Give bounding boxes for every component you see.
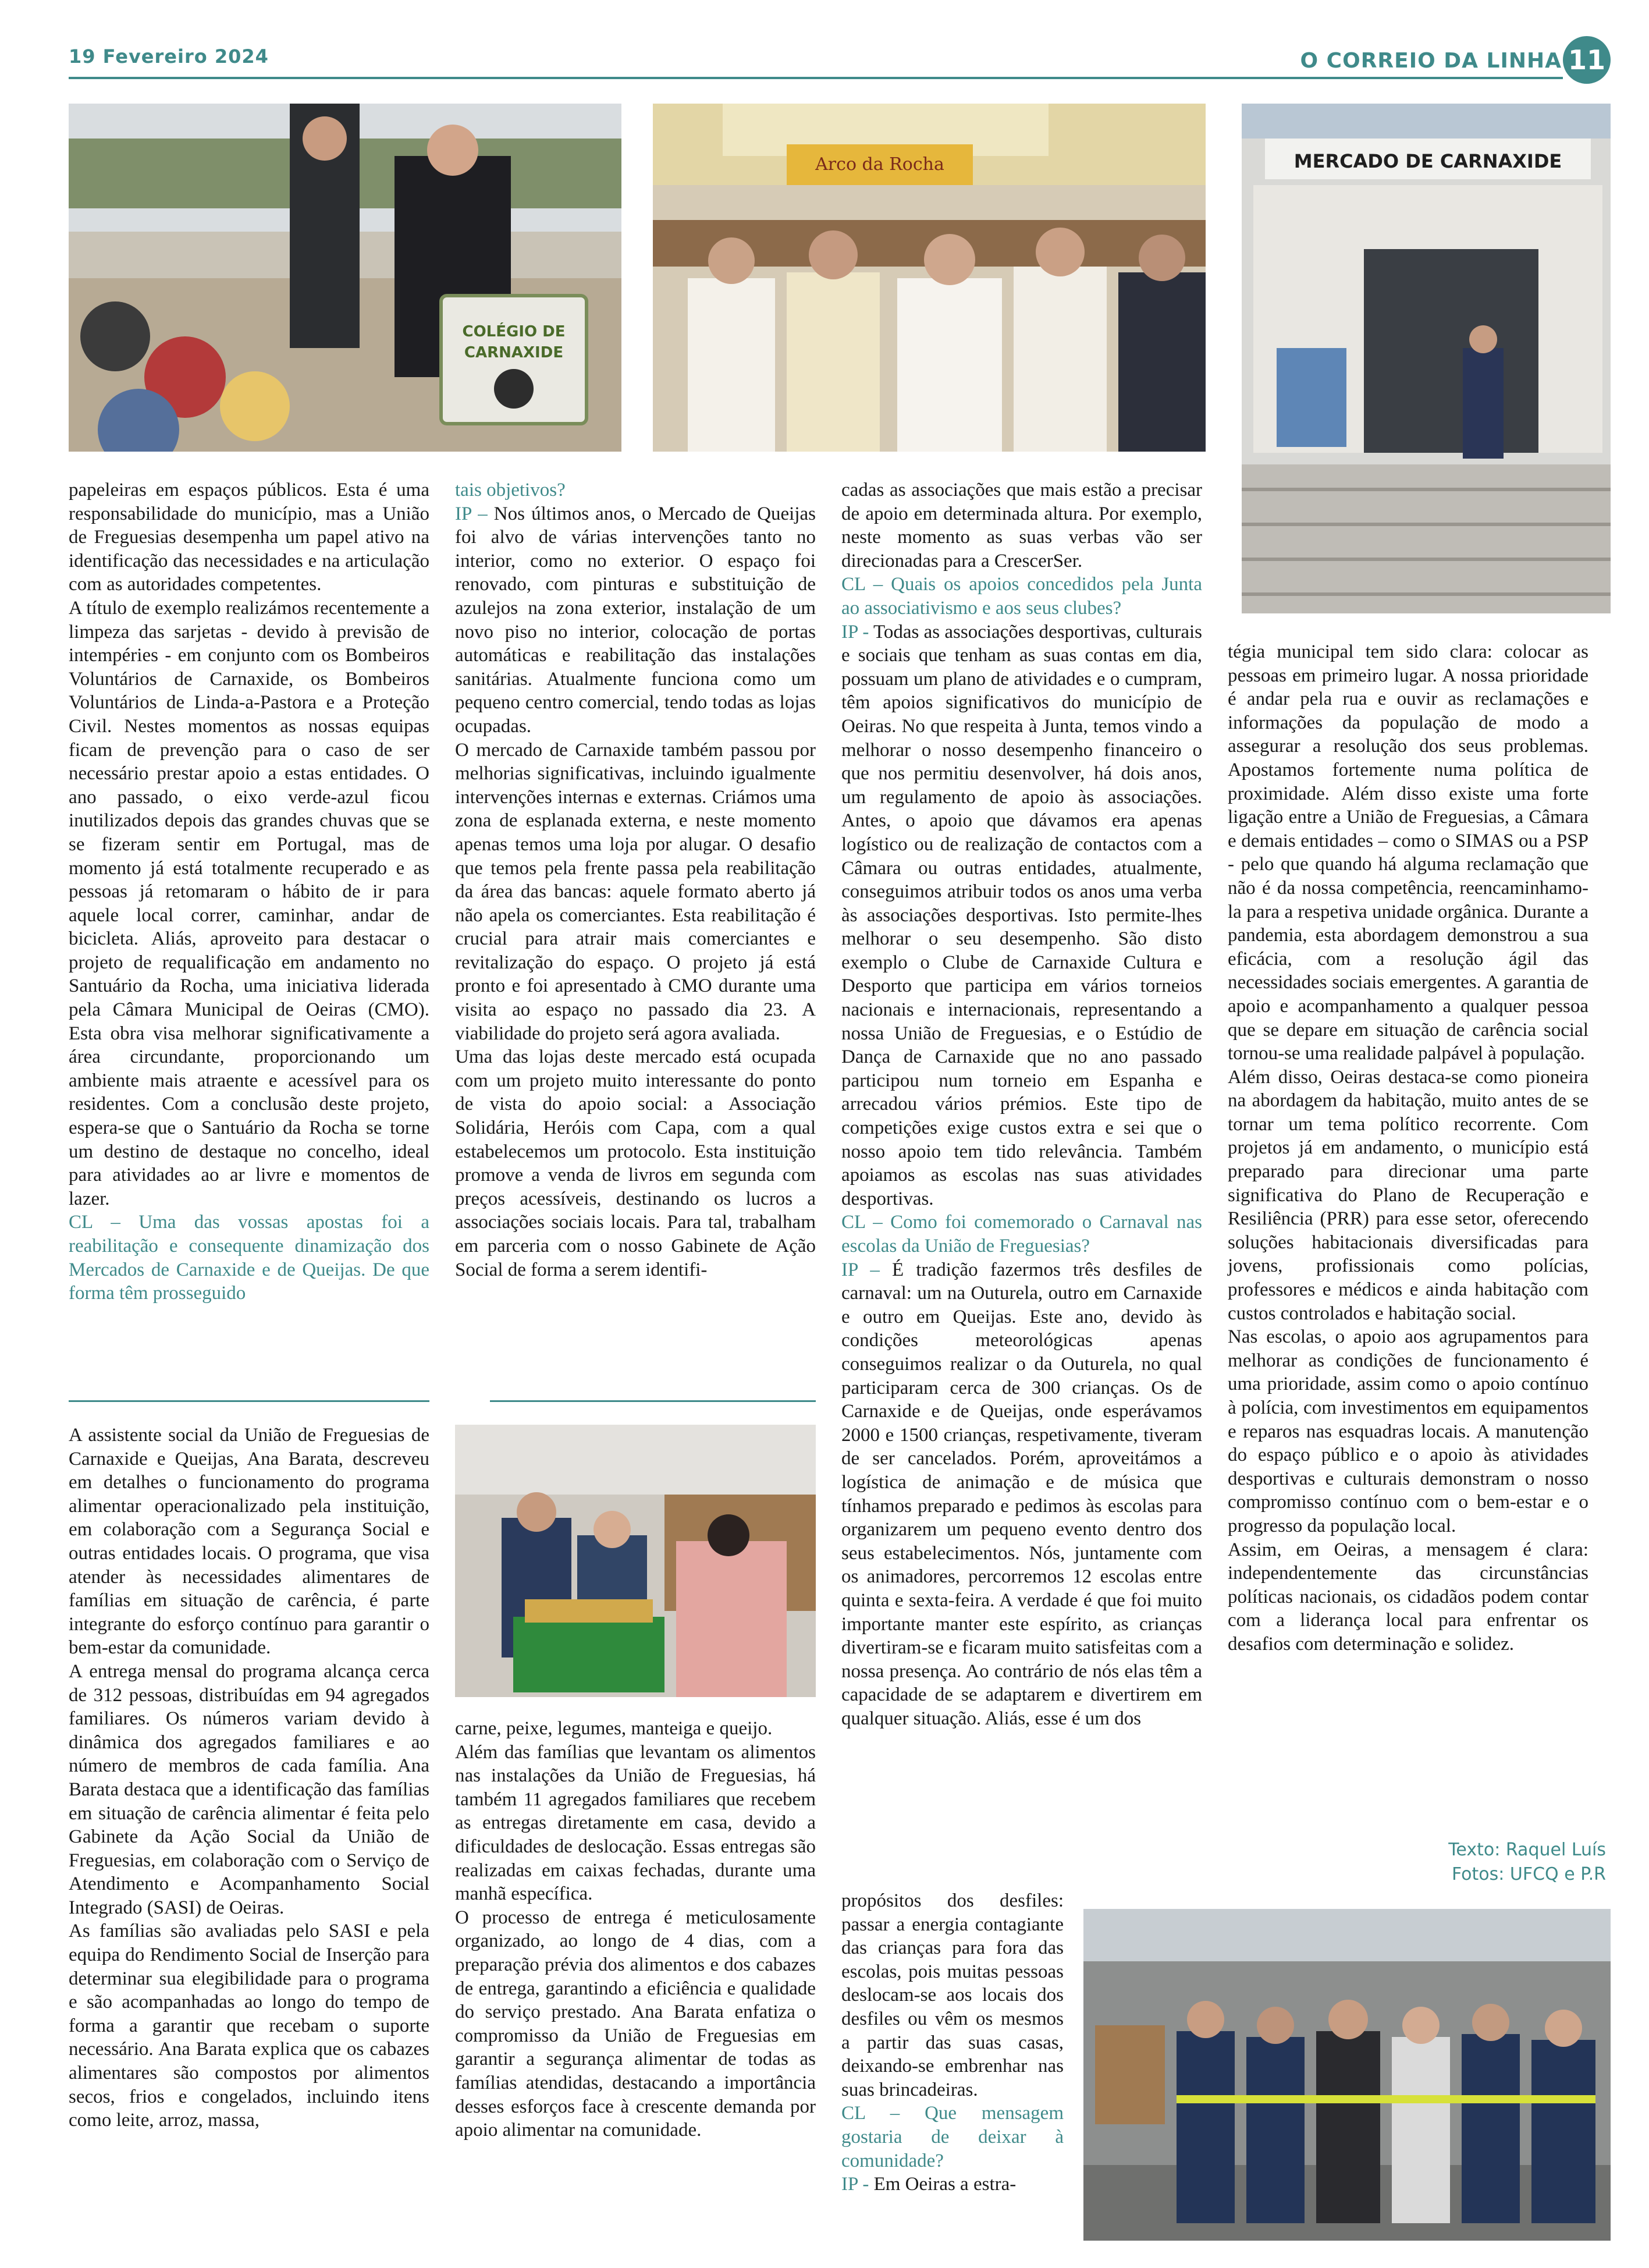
interview-question: CL – Como foi comemorado o Carnaval nas escolas da União de Freguesias? — [841, 1212, 1202, 1257]
interview-answer — [841, 2173, 1064, 2196]
paragraph: Assim, em Oeiras, a mensagem é clara: independentemente das circunstâncias políticas nacionais, os cidadãos podem contar com a liderança local para enfrentar os desafios com determinação e solidez. — [1228, 1539, 1588, 1655]
section-divider — [69, 1400, 429, 1402]
interview-question: CL – Que mensagem gostaria de deixar à comunidade? — [841, 2103, 1064, 2171]
column-2-top — [455, 478, 816, 1282]
answer-tag: IP – — [841, 1259, 880, 1280]
interview-question: CL – Quais os apoios concedidos pela Junta ao associativismo e aos seus clubes? — [841, 574, 1202, 619]
issue-date: 19 Fevereiro 2024 — [69, 45, 269, 68]
market-sign: MERCADO DE CARNAXIDE — [1293, 150, 1562, 172]
paragraph: A título de exemplo realizámos recentemente a limpeza das sarjetas - devido à previsão de intempéries - em conjunto com os Bombeiros Voluntários de Carnaxide, os Bombeiros Voluntários de Linda-a-Pastora e a Proteção Civil. Nestes momentos as nossas equipas ficam de prevenção para o caso de ser necessário prestar apoio a estas entidades. O ano passado, o eixo verde-azul ficou inutilizados depois das grandes chuvas que se se fizeram sentir em Portugal, mas de momento já está totalmente recuperado e as pessoas já retomaram o hábito de ir para aquele local correr, caminhar, andar de bicicleta. Aliás, aproveito para destacar o projeto de requalificação em andamento no Santuário da Rocha, uma iniciativa liderada pela Câmara Municipal de Oeiras (CMO). Esta obra visa melhorar significativamente a área circundante, proporcionando um ambiente mais atraente e acessível para os residentes. Com a conclusão deste projeto, espera-se que o Santuário da Rocha se torne um destino de destaque no concelho, ideal para atividades ao ar livre e momentos de lazer. — [69, 597, 429, 1209]
answer-text: Em Oeiras a estra- — [869, 2174, 1017, 2195]
paragraph: As famílias são avaliadas pelo SASI e pela equipa do Rendimento Social de Inserção para determinar sua elegibilidade para o programa e são acompanhadas ao longo do tempo de forma a garantir que recebam o suporte necessário. Ana Barata explica que os cabazes alimentares são compostos por alimentos secos, frios e congelados, incluindo itens como leite, arroz, massa, — [69, 1921, 429, 2131]
school-sign-line1: COLÉGIO DE — [462, 323, 566, 340]
answer-tag: IP – — [455, 503, 488, 524]
column-1-bottom — [69, 1424, 429, 2132]
paragraph: Nas escolas, o apoio aos agrupamentos para melhorar as condições de funcionamento é uma prioridade, assim como o apoio contínuo à polícia, com investimentos em equipamentos e reparos nas esquadras locais. A manutenção do espaço público e o apoio às atividades desportivas e culturais demonstram o nosso compromisso contínuo com o bem-estar e o progresso da população local. — [1228, 1326, 1588, 1536]
interview-answer — [455, 502, 816, 739]
photo-market-carnaxide — [1242, 104, 1611, 613]
answer-text: Todas as associações desportivas, culturais e sociais que tenham as suas contas em dia, possuam um plano de atividades e o cumpram, têm apoios significativos do município de Oeiras. No que respeita à Junta, temos vindo a melhorar o nosso desempenho financeiro o que nos permitiu desenvolver, há dois anos, um regulamento de apoio às associações. Antes, o apoio que dávamos era apenas logístico ou de realização de contactos com a Câmara ou outras entidades, atualmente, conseguimos atribuir todos os anos uma verba às associações desportivas. Isto permite-lhes melhorar o seu desempenho. São disto exemplo o Clube de Carnaxide Cultura e Desporto que participa em vários torneios nacionais e internacionais, representando a nossa União de Freguesias, e o Estúdio de Dança de Carnaxide que no ano passado participou num torneio em Espanha e arrecadou vários prémios. Este tipo de competições exige custos extra e sei que o nosso apoio tem tido relevância. Também apoiamos as escolas nas suas atividades desportivas. — [841, 621, 1203, 1209]
interview-answer — [841, 1258, 1202, 1731]
answer-text: É tradição fazermos três desfiles de carnaval: um na Outurela, outro em Carnaxide e outro em Queijas. Este ano, devido às condições meteorológicas apenas conseguimos realizar o da Outurela, no qual participaram cerca de 300 crianças. Os de Carnaxide e de Queijas, onde esperávamos 2000 e 1500 crianças, respetivamente, tiveram de ser cancelados. Porém, aproveitámos a logística de animação e de música que tínhamos preparado e pedimos às escolas para organizarem um pequeno evento dentro dos seus estabelecimentos. Nós, juntamente com os animadores, percorremos 12 escolas entre quinta e sexta-feira. A verdade é que foi muito importante manter este espírito, as crianças divertiram-se e ficaram muito satisfeitas com a nossa presença. Ao contrário de nós elas têm a capacidade de se adaptarem e divertirem em qualquer situação. Aliás, esse é um dos — [841, 1259, 1202, 1729]
paragraph: tégia municipal tem sido clara: colocar as pessoas em primeiro lugar. A nossa prioridade é andar pela rua e ouvir as reclamações e informações da população de modo a assegurar a resolução dos seus problemas. Apostamos fortemente numa política de proximidade. Além disso existe uma forte ligação entre a União de Freguesias, a Câmara e demais entidades – como o SIMAS ou a PSP - pelo que quando há alguma reclamação que não é da nossa competência, reencaminhamo-la para a respetiva unidade orgânica. Durante a pandemia, esta abordagem demonstrou a sua eficácia, com a resolução ágil das necessidades sociais emergentes. A garantia de apoio e acompanhamento a qualquer pessoa que se depare em situação de carência social tornou-se uma realidade palpável à população. — [1228, 641, 1588, 1064]
section-divider — [490, 1400, 816, 1402]
paragraph: Além disso, Oeiras destaca-se como pioneira na abordagem da habitação, muito antes de se tornar um tema político recorrente. Com projetos já em andamento, o município está preparado para direcionar uma parte significativa do Plano de Recuperação e Resiliência (PRR) para esse setor, oferecendo soluções habitacionais diversificadas para jovens, profissionais como polícias, professores e médicos e ainda habitação com custos controlados e habitação social. — [1228, 1066, 1588, 1324]
page-number: 11 — [1563, 36, 1611, 84]
photo-school-carnival — [69, 104, 621, 452]
header-rule — [69, 77, 1563, 79]
procession-banner: Arco da Rocha — [815, 154, 944, 175]
interview-answer — [841, 620, 1202, 1211]
text-credit: Texto: Raquel Luís — [1448, 1840, 1606, 1860]
paragraph: Uma das lojas deste mercado está ocupada com um projeto muito interessante do ponto de vista do apoio social: a Associação Solidária, Heróis com Capa, com a qual estabelecemos um protocolo. Esta instituição promove a venda de livros em segunda com preços acessíveis, destinando os lucros a associações sociais locais. Para tal, trabalham em parceria com o nosso Gabinete de Ação Social de forma a serem identifi- — [455, 1046, 816, 1280]
column-1-top — [69, 478, 429, 1305]
interview-question-tail: tais objetivos? — [455, 480, 566, 501]
paragraph: propósitos dos desfiles: passar a energia contagiante das crianças para fora das escolas, pois muitas pessoas deslocam-se aos locais dos desfiles ou vêm os mesmos a partir das suas casas, deixando-se embrenhar nas suas brincadeiras. — [841, 1890, 1064, 2100]
answer-tag: IP - — [841, 2174, 869, 2195]
photo-credit: Fotos: UFCQ e P.R — [1451, 1864, 1606, 1884]
interview-question: CL – Uma das vossas apostas foi a reabilitação e consequente dinamização dos Mercados de Carnaxide e de Queijas. De que forma têm prosseguido — [69, 1212, 429, 1304]
paragraph: O processo de entrega é meticulosamente organizado, ao longo de 4 dias, com a preparação prévia dos alimentos e dos cabazes de entrega, garantindo a eficiência e qualidade do serviço prestado. Ana Barata enfatiza o compromisso da União de Freguesias em garantir a segurança alimentar de todas as famílias atendidas, destacando a importância desses esforços face à crescente demanda por apoio alimentar na comunidade. — [455, 1907, 816, 2141]
paragraph: A entrega mensal do programa alcança cerca de 312 pessoas, distribuídas em 94 agregados familiares. Os números variam devido à dinâmica dos agregados familiares e ao número de membros de cada família. Ana Barata destaca que a identificação das famílias em situação de carência alimentar é feita pelo Gabinete da Ação Social da União de Freguesias, em colaboração com o Serviço de Atendimento e Acompanhamento Social Integrado (SASI) de Oeiras. — [69, 1660, 429, 1918]
paragraph: Além das famílias que levantam os alimentos nas instalações da União de Freguesias, há também 11 agregados familiares que recebem as entregas diretamente em casa, devido a dificuldades de deslocação. Essas entregas são realizadas em caixas fechadas, durante uma manhã específica. — [455, 1741, 816, 1905]
paragraph: papeleiras em espaços públicos. Esta é uma responsabilidade do município, mas a União de Freguesias desempenha um papel ativo na identificação das necessidades e na articulação com as autoridades competentes. — [69, 480, 429, 595]
photo-food-distribution — [455, 1425, 816, 1697]
column-3-narrow — [841, 1889, 1064, 2196]
paragraph: O mercado de Carnaxide também passou por melhorias significativas, incluindo igualmente intervenções internas e externas. Criámos uma zona de esplanada externa, e neste momento apenas temos uma loja por alugar. O desafio que temos pela frente passa pela reabilitação da área das bancas: aquele formato aberto já não apela os comerciantes. Esta reabilitação é crucial para atrair mais comerciantes e revitalização do espaço. O projeto já está pronto e foi apresentado à CMO durante uma visita ao espaço no passado dia 23. A viabilidade do projeto será agora avaliada. — [455, 739, 816, 1044]
photo-team-group — [1083, 1909, 1611, 2241]
school-sign-line2: CARNAXIDE — [464, 344, 564, 361]
photo-procession — [653, 104, 1206, 452]
paragraph: A assistente social da União de Freguesias de Carnaxide e Queijas, Ana Barata, descreveu em detalhes o funcionamento do programa alimentar operacionalizado pela instituição, em colaboração com a Segurança Social e outras entidades locais. O programa, que visa atender às necessidades alimentares de famílias em situação de carência, é parte integrante do esforço contínuo para garantir o bem-estar da comunidade. — [69, 1425, 429, 1659]
column-2-bottom — [455, 1717, 816, 2142]
paragraph: cadas as associações que mais estão a precisar de apoio em determinada altura. Por exemplo, neste momento as suas verbas vão ser direcionadas para a CrescerSer. — [841, 480, 1202, 572]
column-4 — [1228, 640, 1588, 1656]
credits — [1315, 1838, 1606, 1887]
paragraph: carne, peixe, legumes, manteiga e queijo. — [455, 1718, 773, 1739]
column-3 — [841, 478, 1202, 1730]
answer-tag: IP - — [841, 621, 869, 643]
publication-title: O CORREIO DA LINHA — [1300, 49, 1562, 73]
answer-text: Nos últimos anos, o Mercado de Queijas foi alvo de várias intervenções tanto no interior, como no exterior. O espaço foi renovado, com pinturas e substituição de azulejos na zona exterior, instalação de um novo piso no interior, colocação de portas automáticas e reabilitação das instalações sanitárias. Atualmente funciona como um pequeno centro comercial, tendo todas as lojas ocupadas. — [455, 503, 816, 737]
